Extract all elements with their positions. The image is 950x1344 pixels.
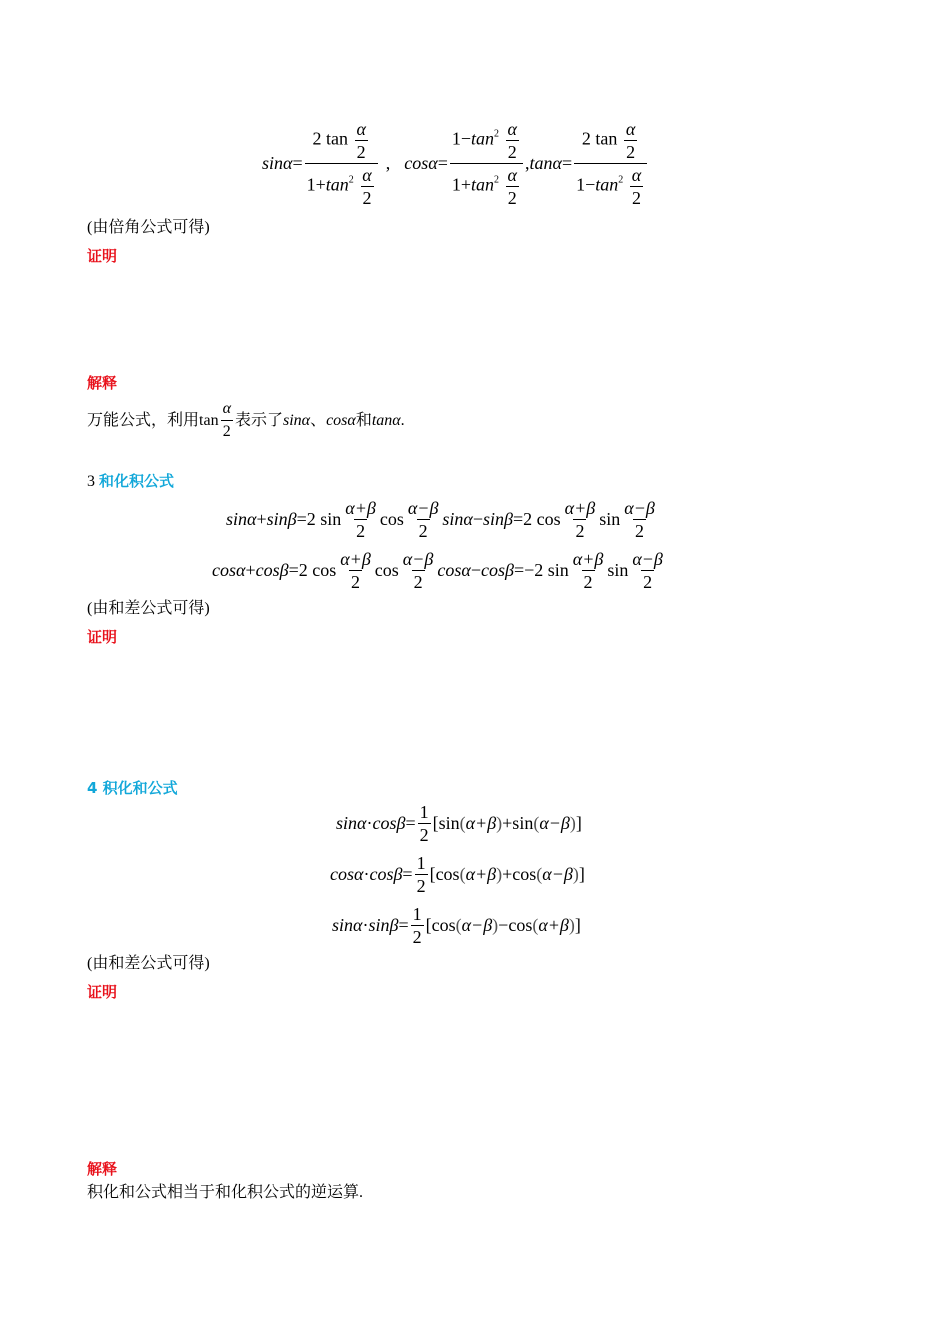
section3-title: 和化积公式 [99, 472, 175, 490]
section3-note: (由和差公式可得) [87, 600, 210, 617]
explain-post: 和 [355, 411, 372, 429]
explain-mid: 表示了 [234, 411, 283, 429]
section2-explain-label: 解释 [87, 374, 118, 392]
product-to-sum-row-2: cosα · cosβ = $\frac{1}{2}$ [cos ( α+β ) +cos ( α−β ) ] [330, 853, 585, 896]
section2-note: (由倍角公式可得) [87, 219, 210, 236]
section4-proof-label: 证明 [87, 983, 118, 1001]
sum-to-product-row-1: sinα + sinβ =2 sin $\frac{\alpha+\beta}{2}$ cos $\frac{\alpha-\beta}{2}$ sinα − sinβ =2 cos $\frac{\alpha+\beta}{2}$ sin $\frac{\alpha-\beta}{2}$ [226, 498, 655, 541]
section3-proof-label: 证明 [87, 628, 118, 646]
section2-proof-label: 证明 [87, 247, 118, 265]
product-to-sum-row-3: sinα · sinβ = $\frac{1}{2}$ [cos ( α−β ) −cos ( α+β ) ] [332, 904, 581, 947]
section3-number: 3 [87, 473, 95, 490]
universal-formula-equations: sinα = 2 tan $\frac{\alpha}{2}$ $1+\tan^2$ $\frac{\alpha}{2}$ , cosα = $1-\tan^2$ $\frac{\alpha}{2}$ $1+\tan^2$ $\frac{\alpha}{2}$ , tanα = 2 tan $\frac{\alpha}{2}$ $1-\tan^2$ $\frac{\alpha}{2}$ [262, 118, 649, 209]
section4-title: 4 积化和公式 [87, 779, 178, 797]
section4-explain-label: 解释 [87, 1160, 118, 1178]
product-to-sum-row-1: sinα · cosβ = $\frac{1}{2}$ [sin ( α+β ) +sin ( α−β ) ] [336, 802, 582, 845]
section3-heading [87, 470, 174, 492]
section2-explain-text: 万能公式，利用 tan $\frac{\alpha}{2}$ 表示了 sinα 、 cosα 和 tanα . [87, 398, 405, 443]
sum-to-product-row-2: cosα + cosβ =2 cos $\frac{\alpha+\beta}{2}$ cos $\frac{\alpha-\beta}{2}$ cosα − cosβ =−2 sin $\frac{\alpha+\beta}{2}$ sin $\frac{\alpha-\beta}{2}$ [212, 549, 663, 592]
section4-explain-text: 积化和公式相当于和化积公式的逆运算. [87, 1184, 364, 1201]
explain-pre: 万能公式，利用 [87, 411, 200, 429]
section4-note: (由和差公式可得) [87, 955, 210, 972]
